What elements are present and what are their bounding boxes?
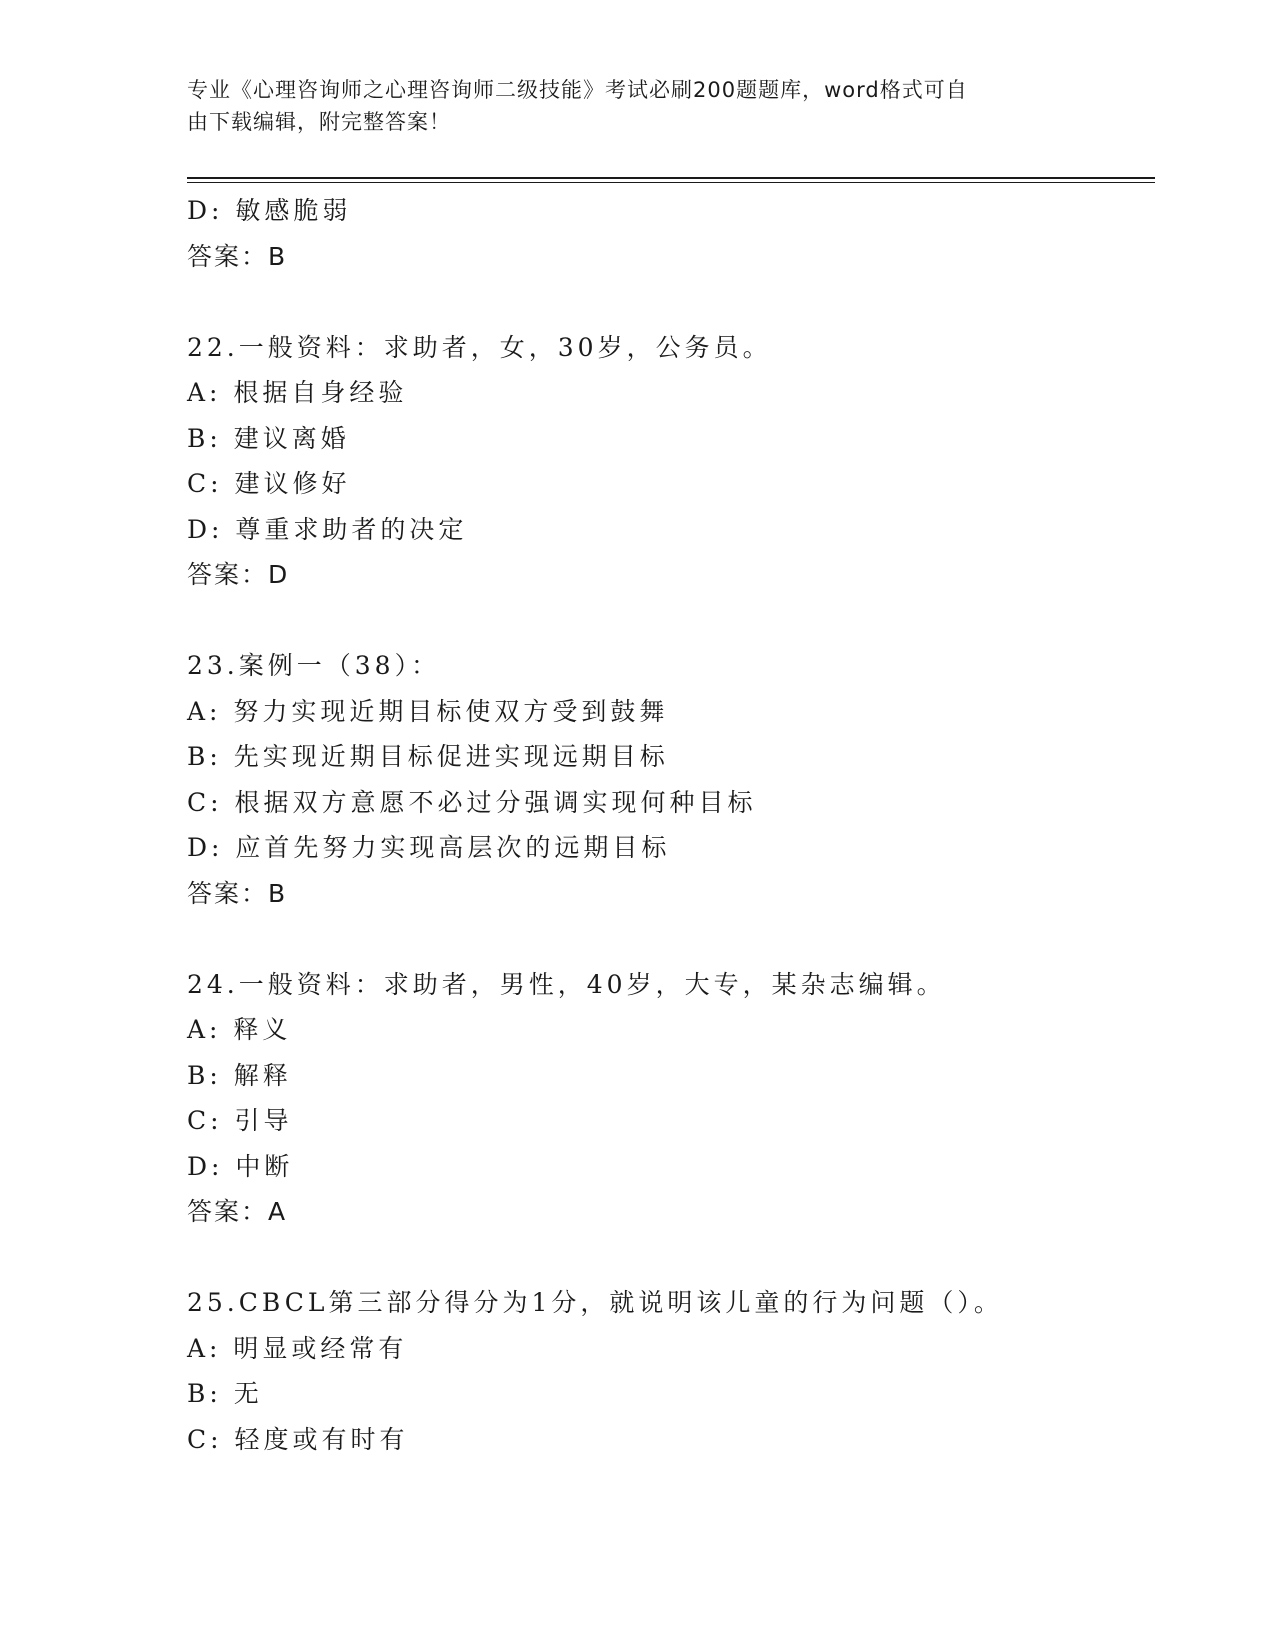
question-stem: 23.案例一（38）： [187,651,441,680]
header-divider-thin [187,182,1155,183]
answer-line: 答案：B [187,878,288,908]
answer-line: 答案：B [187,241,288,271]
option-a: A: 释义 [187,1015,292,1044]
header-line-2: 由下载编辑，附完整答案！ [187,110,451,134]
option-a: A: 明显或经常有 [187,1333,408,1363]
spacer [187,916,1147,962]
spacer [187,598,1147,644]
option-c: C: 引导 [187,1106,293,1135]
question-block [187,325,1147,598]
header-divider [187,177,1155,179]
answer-line: 答案：A [187,1197,288,1226]
option-d: D: 应首先努力实现高层次的远期目标 [187,833,671,862]
question-block [187,1280,1147,1462]
option-a: A: 努力实现近期目标使双方受到鼓舞 [187,696,669,726]
option-c: C: 建议修好 [187,469,351,498]
option-a: A: 根据自身经验 [187,378,408,407]
question-block [187,643,1147,916]
question-stem: 25.CBCL第三部分得分为1分，就说明该儿童的行为问题（）。 [187,1288,1003,1317]
document-header [187,74,1067,138]
spacer [187,279,1147,325]
option-d: D: 中断 [187,1151,294,1181]
option-d: D: 尊重求助者的决定 [187,514,468,544]
document-body [187,188,1147,1462]
option-c: C: 根据双方意愿不必过分强调实现何种目标 [187,787,757,817]
option-b: B: 解释 [187,1060,292,1090]
option-d: D: 敏感脆弱 [187,196,352,225]
question-stem: 24.一般资料：求助者，男性，40岁，大专，某杂志编辑。 [187,969,946,999]
option-b: B: 建议离婚 [187,423,350,453]
answer-line: 答案：D [187,560,290,589]
question-stem: 22.一般资料：求助者，女，30岁，公务员。 [187,332,772,362]
option-c: C: 轻度或有时有 [187,1424,409,1454]
option-b: B: 无 [187,1379,263,1408]
option-b: B: 先实现近期目标促进实现远期目标 [187,742,669,771]
question-block [187,962,1147,1235]
spacer [187,1235,1147,1281]
header-line-1: 专业《心理咨询师之心理咨询师二级技能》考试必刷200题题库，word格式可自 [187,78,968,102]
